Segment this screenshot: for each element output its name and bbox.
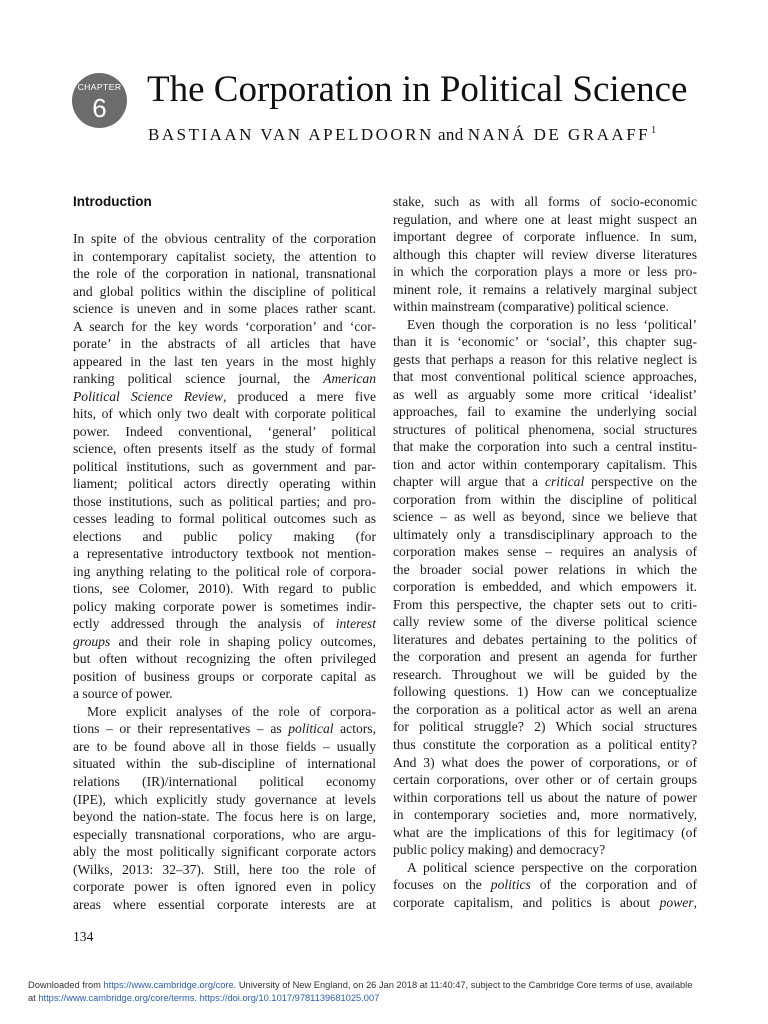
text-line: are to be found above all in those fields – usually: [73, 738, 376, 754]
download-footer: [28, 979, 692, 1004]
text-segment: ectly addressed through the analysis of: [73, 616, 336, 632]
text-line: gests that perhaps a reason for this relative neglect is: [393, 351, 697, 367]
text-line: From this perspective, the chapter sets out to criti-: [393, 596, 697, 612]
text-line: in contemporary capitalist society, the attention to: [73, 248, 376, 264]
text-line: public policy making) and democracy?: [393, 842, 606, 858]
text-line: a source of power.: [73, 686, 173, 702]
text-segment: ,: [693, 894, 697, 910]
text-line: a representative introductory textbook not mention-: [73, 546, 376, 562]
text-line: that most conventional political science approaches,: [393, 369, 697, 385]
text-line: beyond the nation-state. The focus here is on large,: [73, 809, 376, 825]
text-line: power. Indeed conventional, ‘general’ political: [73, 423, 376, 439]
terms-link[interactable]: https://www.cambridge.org/core/terms: [38, 992, 195, 1003]
text-segment: corporate capitalism, and politics is about: [393, 894, 660, 910]
paragraph: [393, 316, 697, 859]
italic-text: American: [323, 371, 376, 387]
text-line: More explicit analyses of the role of corpora-: [87, 703, 376, 719]
text-line: following questions. 1) How can we conceptualize: [393, 684, 697, 700]
page-number: 134: [73, 929, 94, 944]
text-line: [393, 894, 697, 912]
text-line: [393, 473, 697, 491]
left-column-text: [73, 230, 376, 913]
text-line: cesses leading to formal political outcomes such as: [73, 511, 376, 527]
text-segment: ranking political science journal, the: [73, 371, 324, 387]
text-line: what are the implications of this for legitimacy (of: [393, 824, 697, 840]
text-line: corporation is embedded, and which empowers it.: [393, 579, 697, 595]
author-second: NANÁ DE GRAAFF: [467, 125, 651, 144]
text-line: the corporation as a political actor as well an arena: [393, 701, 697, 717]
text-line: Even though the corporation is no less ‘political’: [407, 316, 697, 332]
text-line: the broader social power relations in which the: [393, 561, 697, 577]
italic-text: Political Science Review: [73, 388, 223, 404]
text-line: appeared in the last ten years in the most highly: [73, 353, 376, 369]
text-line: approaches, fail to examine the underlying social: [393, 404, 697, 420]
text-line: [73, 388, 376, 406]
text-line: tion and actor within contemporary capitalism. This: [393, 456, 697, 472]
text-line: [73, 370, 376, 388]
text-line: than it is ‘economic’ or ‘social’, this chapter sug-: [393, 334, 697, 350]
text-line: structures of political phenomena, social structures: [393, 421, 697, 437]
text-line: ing anything relating to the political role of corpora-: [73, 563, 376, 579]
author-first: BASTIAAN VAN APELDOORN: [148, 125, 434, 144]
italic-text: interest: [335, 616, 376, 632]
author-conjunction: and: [438, 125, 464, 144]
text-segment: chapter will argue that a: [393, 474, 545, 490]
chapter-badge-label: CHAPTER: [77, 82, 122, 92]
text-line: And 3) what does the power of corporations, or of: [393, 754, 697, 770]
footer-text: . University of New England, on 26 Jan 2018 at 11:40:47, subject to the Cambridge Core terms of use, available: [233, 980, 693, 990]
text-line: and global politics within the discipline of political: [73, 283, 376, 299]
chapter-authors: [148, 120, 656, 146]
text-segment: focuses on the: [393, 877, 491, 893]
text-segment: , produced a mere five: [222, 388, 376, 404]
text-line: as well as arguably some more critical ‘idealist’: [393, 386, 697, 402]
text-line: liament; political actors directly operating within: [73, 476, 376, 492]
text-line: literatures and debates pertaining to the politics of: [393, 631, 697, 647]
doi-link[interactable]: https://doi.org/10.1017/9781139681025.007: [199, 992, 380, 1003]
text-line: in which the corporation plays a more or less pro-: [393, 264, 697, 280]
italic-text: groups: [73, 633, 111, 649]
text-segment: tions – or their representatives – as: [73, 721, 289, 737]
text-line: areas where essential corporate interests are at: [73, 896, 376, 912]
paragraph: [73, 230, 376, 703]
chapter-badge: [72, 73, 127, 128]
text-segment: actors,: [333, 721, 376, 737]
italic-text: critical: [544, 474, 585, 490]
text-line: within corporations tell us about the nature of power: [393, 789, 697, 805]
paragraph: [393, 193, 697, 316]
text-line: (Wilks, 2013: 32–37). Still, here too the role of: [73, 861, 376, 877]
text-line: porate’ in the abstracts of all articles that have: [73, 336, 376, 352]
text-line: ultimately only a transdisciplinary approach to the: [393, 526, 697, 542]
text-line: [73, 633, 376, 651]
text-line: relations (IR)/international political economy: [73, 773, 376, 789]
text-line: stake, such as with all forms of socio-economic: [393, 194, 697, 209]
footer-text: Downloaded from: [28, 980, 104, 990]
text-line: those institutions, such as political parties; and pro-: [73, 493, 376, 509]
text-line: although this chapter will review diverse literatures: [393, 246, 697, 262]
text-line: A political science perspective on the corporation: [407, 859, 697, 875]
text-line: tions, see Colomer, 2010). With regard to public: [73, 581, 376, 597]
text-line: (IPE), which explicitly study governance at levels: [73, 791, 376, 807]
text-line: A search for the key words ‘corporation’ and ‘cor-: [73, 318, 376, 334]
text-line: cally review some of the diverse political science: [393, 614, 697, 630]
text-line: but often without recognizing the often privileged: [73, 651, 376, 667]
text-segment: and their role in shaping policy outcomes,: [110, 633, 376, 649]
text-line: thus constitute the corporation as a political entity?: [393, 736, 697, 752]
text-line: science, often presents itself as the study of formal: [73, 441, 376, 457]
text-line: the corporation and present an agenda for further: [393, 649, 697, 665]
text-line: the role of the corporation in national, transnational: [73, 266, 376, 282]
text-line: corporate power is often ignored even in policy: [73, 879, 376, 895]
text-segment: of the corporation and of: [530, 877, 697, 893]
text-line: [73, 720, 376, 738]
text-line: situated within the sub-discipline of international: [73, 756, 376, 772]
italic-text: political: [288, 721, 334, 737]
footer-line-1: [28, 979, 692, 992]
text-line: policy making corporate power is sometimes indir-: [73, 598, 376, 614]
footer-text: at: [28, 992, 39, 1003]
text-line: that make the corporation into such a central institu-: [393, 439, 697, 455]
italic-text: politics: [490, 877, 531, 893]
italic-text: power: [659, 894, 694, 910]
text-line: important degree of corporate influence. In sum,: [393, 229, 697, 245]
text-line: science – as well as beyond, since we believe that: [393, 509, 697, 525]
cambridge-core-link[interactable]: https://www.cambridge.org/core: [103, 980, 234, 990]
text-line: certain corporations, over other or of certain groups: [393, 772, 697, 788]
text-line: minent role, it remains a relatively marginal subject: [393, 281, 697, 297]
footer-text: .: [194, 992, 200, 1003]
text-line: within mainstream (comparative) political science.: [393, 299, 669, 315]
text-line: position of business groups or corporate capital as: [73, 668, 376, 684]
text-line: for political struggle? 2) Which social structures: [393, 719, 697, 735]
text-line: hits, of which only two dealt with corporate political: [73, 406, 376, 422]
text-line: In spite of the obvious centrality of the corporation: [73, 231, 376, 246]
text-line: ably the most politically significant corporate actors: [73, 844, 376, 860]
text-line: corporation from within the discipline of political: [393, 491, 697, 507]
text-line: [73, 615, 376, 633]
footer-line-2: [28, 992, 692, 1005]
text-line: regulation, and where one at least might suspect an: [393, 211, 697, 227]
chapter-title: The Corporation in Political Science: [147, 69, 688, 110]
text-line: corporation makes sense – requires an analysis of: [393, 544, 697, 560]
text-line: research. Throughout we will be guided by the: [393, 666, 697, 682]
text-line: elections and public policy making (for: [73, 528, 376, 544]
right-column-text: [393, 193, 697, 911]
section-heading: Introduction: [73, 194, 152, 209]
chapter-number: 6: [92, 93, 107, 123]
footnote-marker[interactable]: 1: [651, 125, 657, 136]
text-line: [393, 876, 697, 894]
text-line: especially transnational corporations, who are argu-: [73, 826, 376, 842]
text-segment: perspective on the: [584, 474, 698, 490]
text-line: science is uneven and in some places rather scant.: [73, 301, 376, 317]
paragraph: [393, 859, 697, 912]
paragraph: [73, 703, 376, 913]
text-line: in contemporary societies and, more normatively,: [393, 807, 697, 823]
text-line: political institutions, such as government and par-: [73, 458, 376, 474]
